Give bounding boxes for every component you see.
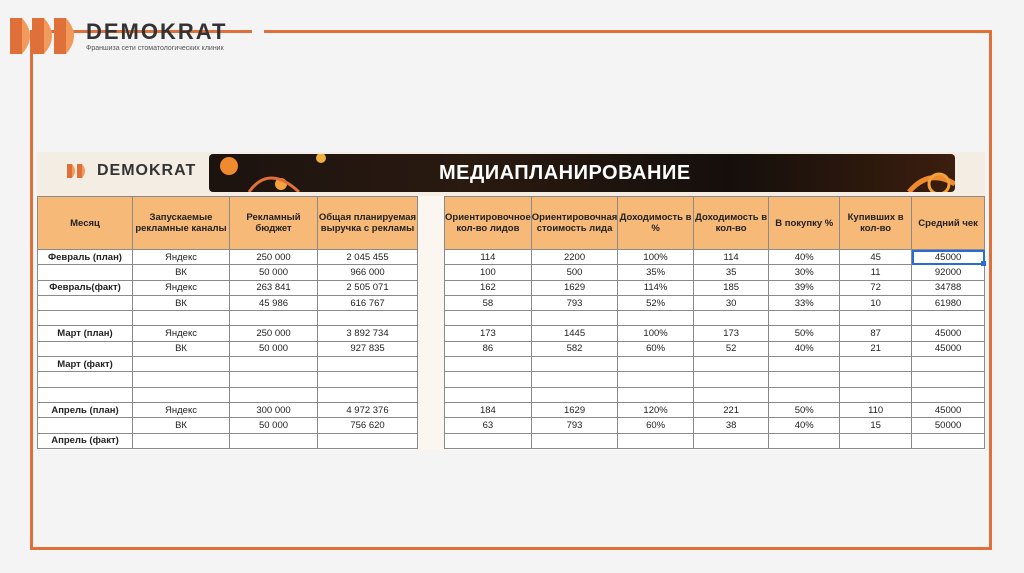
cell-reach-pct[interactable]: 52% xyxy=(618,295,694,310)
cell-lead-cost[interactable]: 500 xyxy=(531,265,618,280)
cell-month[interactable] xyxy=(38,418,133,433)
cell-buy-pct[interactable]: 50% xyxy=(769,402,840,417)
table-row xyxy=(445,357,985,372)
cell-leads[interactable] xyxy=(445,433,532,448)
table-row xyxy=(38,433,418,448)
cell-channel[interactable]: ВК xyxy=(133,295,230,310)
cell-budget[interactable]: 50 000 xyxy=(230,418,318,433)
table-row xyxy=(38,265,418,280)
cell-channel[interactable]: ВК xyxy=(133,341,230,356)
cell-reach-cnt[interactable]: 52 xyxy=(693,341,769,356)
cell-buyers[interactable] xyxy=(840,433,912,448)
cell-reach-pct[interactable]: 35% xyxy=(618,265,694,280)
cell-reach-pct[interactable]: 60% xyxy=(618,341,694,356)
cell-avg[interactable]: 45000 xyxy=(912,402,985,417)
cell-month[interactable] xyxy=(38,372,133,387)
cell-budget[interactable]: 250 000 xyxy=(230,326,318,341)
cell-revenue[interactable]: 2 045 455 xyxy=(318,250,418,265)
spreadsheet xyxy=(37,152,985,450)
cell-buy-pct[interactable]: 40% xyxy=(769,341,840,356)
table-row xyxy=(445,433,985,448)
table-row xyxy=(38,402,418,417)
cell-reach-cnt[interactable]: 221 xyxy=(693,402,769,417)
cell-reach-pct[interactable] xyxy=(618,311,694,326)
table-row xyxy=(445,326,985,341)
cell-buy-pct[interactable]: 50% xyxy=(769,326,840,341)
header-revenue: Общая планируемая выручка с рекламы xyxy=(318,197,418,250)
brand-logo xyxy=(8,14,227,58)
cell-avg[interactable]: 45000 xyxy=(912,250,985,265)
cell-buy-pct[interactable] xyxy=(769,387,840,402)
cell-leads[interactable]: 58 xyxy=(445,295,532,310)
cell-buy-pct[interactable]: 30% xyxy=(769,265,840,280)
cell-buy-pct[interactable]: 39% xyxy=(769,280,840,295)
table-row xyxy=(445,418,985,433)
cell-channel[interactable]: ВК xyxy=(133,265,230,280)
cell-buy-pct[interactable]: 33% xyxy=(769,295,840,310)
header-channels: Запускаемые рекламные каналы xyxy=(133,197,230,250)
cell-month[interactable] xyxy=(38,341,133,356)
cell-month[interactable] xyxy=(38,311,133,326)
cell-budget[interactable] xyxy=(230,387,318,402)
banner-logo xyxy=(67,162,196,180)
cell-lead-cost[interactable]: 1445 xyxy=(531,326,618,341)
brand-name: DEMOKRAT xyxy=(86,18,228,44)
cell-budget[interactable]: 50 000 xyxy=(230,341,318,356)
cell-channel[interactable] xyxy=(133,372,230,387)
table-row xyxy=(445,295,985,310)
cell-channel[interactable]: Яндекс xyxy=(133,250,230,265)
cell-reach-cnt[interactable] xyxy=(693,433,769,448)
cell-budget[interactable]: 250 000 xyxy=(230,250,318,265)
cell-revenue[interactable] xyxy=(318,311,418,326)
cell-lead-cost[interactable]: 1629 xyxy=(531,280,618,295)
cell-budget[interactable] xyxy=(230,372,318,387)
cell-lead-cost[interactable]: 582 xyxy=(531,341,618,356)
cell-buy-pct[interactable]: 40% xyxy=(769,250,840,265)
table-row xyxy=(445,265,985,280)
table-row xyxy=(38,372,418,387)
cell-avg[interactable] xyxy=(912,357,985,372)
table-row xyxy=(445,387,985,402)
cell-reach-cnt[interactable]: 30 xyxy=(693,295,769,310)
header-buyers: Купивших в кол-во xyxy=(840,197,912,250)
page-title: МЕДИАПЛАНИРОВАНИЕ xyxy=(439,162,691,184)
cell-avg[interactable]: 45000 xyxy=(912,326,985,341)
header-lead-cost: Ориентировочная стоимость лида xyxy=(531,197,618,250)
cell-channel[interactable] xyxy=(133,311,230,326)
cell-month[interactable]: Март (факт) xyxy=(38,357,133,372)
cell-revenue[interactable]: 4 972 376 xyxy=(318,402,418,417)
cell-leads[interactable]: 63 xyxy=(445,418,532,433)
cell-reach-pct[interactable] xyxy=(618,433,694,448)
brand-tagline: Франшиза сети стоматологических клиник xyxy=(86,44,224,52)
table-row xyxy=(38,418,418,433)
cell-leads[interactable]: 86 xyxy=(445,341,532,356)
cell-buy-pct[interactable] xyxy=(769,372,840,387)
cell-reach-pct[interactable] xyxy=(618,357,694,372)
cell-reach-cnt[interactable]: 173 xyxy=(693,326,769,341)
cell-channel[interactable]: Яндекс xyxy=(133,326,230,341)
cell-channel[interactable]: ВК xyxy=(133,418,230,433)
cell-avg[interactable]: 34788 xyxy=(912,280,985,295)
cell-revenue[interactable] xyxy=(318,357,418,372)
cell-reach-cnt[interactable]: 35 xyxy=(693,265,769,280)
cell-reach-pct[interactable] xyxy=(618,387,694,402)
cell-avg[interactable] xyxy=(912,433,985,448)
table-row xyxy=(445,402,985,417)
table-row xyxy=(445,311,985,326)
cell-buyers[interactable]: 10 xyxy=(840,295,912,310)
header-buy-pct: В покупку % xyxy=(769,197,840,250)
cell-buyers[interactable]: 72 xyxy=(840,280,912,295)
cell-leads[interactable]: 184 xyxy=(445,402,532,417)
cell-buy-pct[interactable] xyxy=(769,357,840,372)
cell-channel[interactable]: Яндекс xyxy=(133,280,230,295)
cell-reach-pct[interactable]: 100% xyxy=(618,250,694,265)
cell-month[interactable] xyxy=(38,387,133,402)
table-row xyxy=(38,295,418,310)
cell-avg[interactable]: 61980 xyxy=(912,295,985,310)
banner-logo-text: DEMOKRAT xyxy=(97,162,197,179)
left-table xyxy=(37,196,418,449)
cell-revenue[interactable] xyxy=(318,433,418,448)
table-row xyxy=(445,372,985,387)
cell-avg[interactable]: 50000 xyxy=(912,418,985,433)
sheet-banner xyxy=(37,152,985,196)
cell-budget[interactable]: 50 000 xyxy=(230,265,318,280)
cell-buyers[interactable]: 21 xyxy=(840,341,912,356)
cell-reach-pct[interactable]: 60% xyxy=(618,418,694,433)
cell-reach-cnt[interactable] xyxy=(693,357,769,372)
header-budget: Рекламный бюджет xyxy=(230,197,318,250)
cell-buyers[interactable] xyxy=(840,357,912,372)
cell-month[interactable]: Февраль (план) xyxy=(38,250,133,265)
cell-revenue[interactable]: 966 000 xyxy=(318,265,418,280)
header-reach-pct: Доходимость в % xyxy=(618,197,694,250)
cell-channel[interactable] xyxy=(133,433,230,448)
table-row xyxy=(38,250,418,265)
cell-buyers[interactable] xyxy=(840,372,912,387)
cell-budget[interactable]: 45 986 xyxy=(230,295,318,310)
cell-channel[interactable]: Яндекс xyxy=(133,402,230,417)
cell-month[interactable] xyxy=(38,265,133,280)
cell-leads[interactable] xyxy=(445,357,532,372)
cell-lead-cost[interactable] xyxy=(531,433,618,448)
cell-reach-cnt[interactable]: 114 xyxy=(693,250,769,265)
banner-graphic xyxy=(209,154,955,192)
cell-leads[interactable] xyxy=(445,372,532,387)
cell-lead-cost[interactable]: 2200 xyxy=(531,250,618,265)
cell-lead-cost[interactable] xyxy=(531,357,618,372)
cell-revenue[interactable]: 616 767 xyxy=(318,295,418,310)
header-avg-check: Средний чек xyxy=(912,197,985,250)
cell-lead-cost[interactable] xyxy=(531,372,618,387)
table-row xyxy=(38,326,418,341)
cell-budget[interactable] xyxy=(230,357,318,372)
cell-revenue[interactable] xyxy=(318,387,418,402)
cell-buy-pct[interactable] xyxy=(769,311,840,326)
cell-reach-cnt[interactable] xyxy=(693,387,769,402)
cell-budget[interactable] xyxy=(230,311,318,326)
cell-buyers[interactable]: 15 xyxy=(840,418,912,433)
header-month: Месяц xyxy=(38,197,133,250)
cell-channel[interactable] xyxy=(133,387,230,402)
banner-logo-icon xyxy=(67,162,93,180)
right-table xyxy=(444,196,985,449)
header-leads: Ориентировочное кол-во лидов xyxy=(445,197,532,250)
cell-avg[interactable]: 45000 xyxy=(912,341,985,356)
cell-reach-cnt[interactable]: 185 xyxy=(693,280,769,295)
cell-lead-cost[interactable]: 1629 xyxy=(531,402,618,417)
cell-lead-cost[interactable] xyxy=(531,387,618,402)
cell-month[interactable] xyxy=(38,295,133,310)
header-reach-count: Доходимость в кол-во xyxy=(693,197,769,250)
cell-budget[interactable]: 263 841 xyxy=(230,280,318,295)
cell-buy-pct[interactable]: 40% xyxy=(769,418,840,433)
cell-buyers[interactable] xyxy=(840,387,912,402)
cell-buy-pct[interactable] xyxy=(769,433,840,448)
cell-reach-pct[interactable]: 100% xyxy=(618,326,694,341)
cell-month[interactable]: Февраль(факт) xyxy=(38,280,133,295)
cell-lead-cost[interactable] xyxy=(531,311,618,326)
cell-reach-pct[interactable]: 114% xyxy=(618,280,694,295)
cell-revenue[interactable]: 756 620 xyxy=(318,418,418,433)
cell-reach-cnt[interactable]: 38 xyxy=(693,418,769,433)
cell-reach-cnt[interactable] xyxy=(693,372,769,387)
cell-reach-pct[interactable]: 120% xyxy=(618,402,694,417)
cell-budget[interactable]: 300 000 xyxy=(230,402,318,417)
cell-budget[interactable] xyxy=(230,433,318,448)
cell-month[interactable]: Апрель (факт) xyxy=(38,433,133,448)
table-row xyxy=(445,341,985,356)
table-row xyxy=(445,250,985,265)
cell-revenue[interactable]: 2 505 071 xyxy=(318,280,418,295)
cell-avg[interactable] xyxy=(912,311,985,326)
table-row xyxy=(445,280,985,295)
cell-buyers[interactable]: 87 xyxy=(840,326,912,341)
table-row xyxy=(38,311,418,326)
cell-avg[interactable] xyxy=(912,387,985,402)
cell-revenue[interactable]: 927 835 xyxy=(318,341,418,356)
cell-buyers[interactable]: 110 xyxy=(840,402,912,417)
cell-buyers[interactable]: 11 xyxy=(840,265,912,280)
cell-lead-cost[interactable]: 793 xyxy=(531,418,618,433)
cell-month[interactable]: Март (план) xyxy=(38,326,133,341)
cell-revenue[interactable]: 3 892 734 xyxy=(318,326,418,341)
cell-buyers[interactable]: 45 xyxy=(840,250,912,265)
table-row xyxy=(38,280,418,295)
cell-lead-cost[interactable]: 793 xyxy=(531,295,618,310)
cell-avg[interactable] xyxy=(912,372,985,387)
cell-channel[interactable] xyxy=(133,357,230,372)
cell-reach-cnt[interactable] xyxy=(693,311,769,326)
cell-leads[interactable]: 173 xyxy=(445,326,532,341)
cell-leads[interactable] xyxy=(445,387,532,402)
cell-reach-pct[interactable] xyxy=(618,372,694,387)
cell-revenue[interactable] xyxy=(318,372,418,387)
table-row xyxy=(38,341,418,356)
table-row xyxy=(38,387,418,402)
cell-leads[interactable]: 114 xyxy=(445,250,532,265)
cell-buyers[interactable] xyxy=(840,311,912,326)
cell-leads[interactable]: 100 xyxy=(445,265,532,280)
column-gap xyxy=(417,196,444,450)
cell-leads[interactable]: 162 xyxy=(445,280,532,295)
table-row xyxy=(38,357,418,372)
brand-mark-icon xyxy=(8,14,78,58)
cell-avg[interactable]: 92000 xyxy=(912,265,985,280)
selection-handle[interactable] xyxy=(981,261,986,266)
cell-month[interactable]: Апрель (план) xyxy=(38,402,133,417)
cell-leads[interactable] xyxy=(445,311,532,326)
